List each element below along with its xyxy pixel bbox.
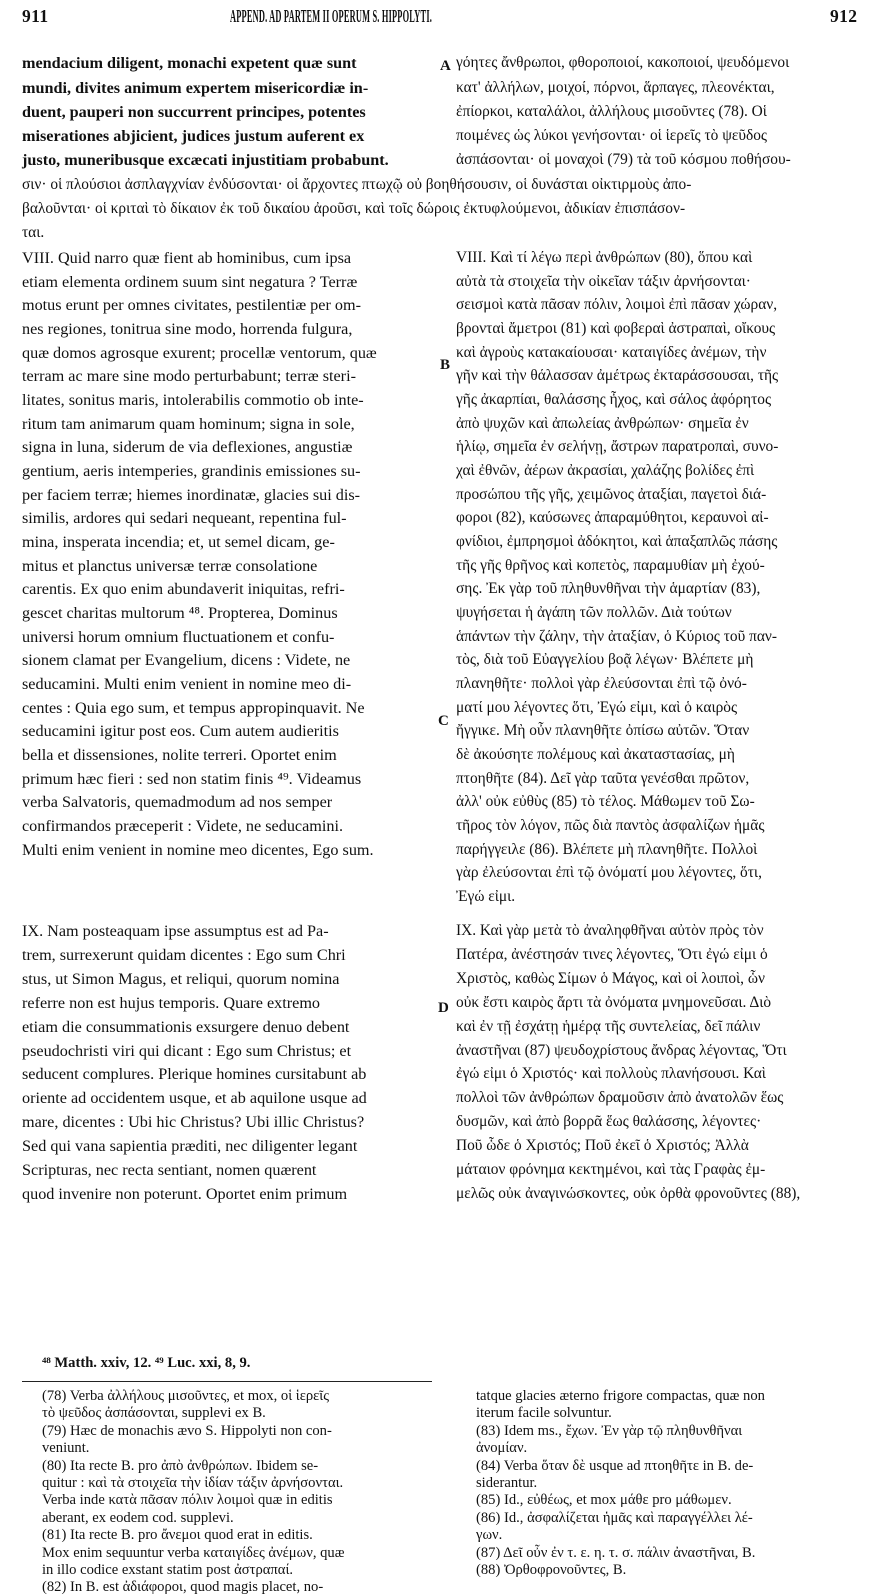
- text-line: mina, insperata incendia; et, ut semel dicam, ge-: [22, 532, 335, 551]
- text-line: ἀσπάσονται· οἱ μοναχοὶ (79) τὰ τοῦ κόσμου ποθήσου-: [456, 151, 791, 168]
- text-line: ἁπάντων τὴν ζάλην, τὴν ἀταξίαν, ὁ Κύριος τοῦ παν-: [456, 627, 778, 645]
- text-line: terram ac mare sine modo perturbabunt; terræ steri-: [22, 367, 356, 386]
- text-line: γῆν καὶ τὴν θάλασσαν ἀμέτρως ἐκταράσσουσαι, τῆς: [456, 367, 779, 385]
- text-line: Χριστὸς, καθὼς Σίμων ὁ Μάγος, καὶ οἱ λοιποὶ, ὧν: [456, 969, 765, 987]
- text-line: VIII. Καὶ τί λέγω περὶ ἀνθρώπων (80), ὅπου καὶ: [456, 249, 753, 266]
- text-line: tatque glacies æterno frigore compactas, quæ non: [476, 1388, 765, 1404]
- text-line: χαὶ ἐθνῶν, ἀέρων ἀκρασίαι, χαλάζης βολίδες ἐπὶ: [456, 461, 755, 479]
- text-line: (78) Verba ἀλλήλους μισοῦντες, et mox, οἱ ἱερεῖς: [42, 1388, 329, 1404]
- text-line: quæ domos agrosque exurent; procellæ ventorum, quæ: [22, 343, 377, 362]
- text-line: bella et dissensiones, nolite terreri. Oportet enim: [22, 745, 337, 764]
- text-line: μάταιον φρόνημα κεκτημένοι, καὶ τὰς Γραφὰς ἐμ-: [456, 1161, 766, 1178]
- text-line: centes : Quia ego sum, et tempus appropinquavit. Ne: [22, 698, 365, 717]
- text-line: πτοηθῆτε (84). Δεῖ γὰρ ταῦτα γενέσθαι πρῶτον,: [456, 769, 750, 787]
- text-line: primum hæc fieri : sed non statim finis ⁴⁹. Videamus: [22, 769, 362, 788]
- text-line: Ποῦ ὧδε ὁ Χριστός; Ποῦ ἐκεῖ ὁ Χριστός; Ἀλλὰ: [456, 1137, 749, 1155]
- text-line: (84) Verba ὅταν δὲ usque ad πτοηθῆτε in B. de-: [476, 1457, 754, 1474]
- text-line: παρήγγειλε (86). Βλέπετε μὴ πλανηθῆτε. Πολλοὶ: [456, 840, 758, 858]
- text-line: τὸ ψεῦδος ἀσπάσονται, supplevi ex B.: [42, 1405, 266, 1422]
- text-line: Πατέρα, ἀνέστησάν τινες λέγοντες, Ὅτι ἐγώ εἰμι ὁ: [456, 945, 768, 963]
- text-line: (88) Ὀρθοφρονοῦντες, B.: [476, 1562, 627, 1578]
- text-line: verba Salvatoris, quemadmodum ad nos semper: [22, 793, 333, 812]
- text-line: sionem clamat per Evangelium, dicens : Videte, ne: [22, 651, 351, 670]
- text-line: Sed qui vana sapientia præditi, nec diligenter legant: [22, 1137, 358, 1156]
- text-line: ψυγήσεται ἡ ἀγάπη τῶν πολλῶν. Διὰ τούτων: [456, 603, 732, 621]
- text-line: μελῶς οὐκ ἀναγινώσκοντες, οὐκ ὀρθὰ φρονοῦντες (88),: [456, 1184, 801, 1202]
- scripture-references: ⁴⁸ Matth. xxiv, 12. ⁴⁹ Luc. xxi, 8, 9.: [42, 1355, 251, 1371]
- text-line: ἐπίορκοι, καταλάλοι, ἀλλήλους μισοῦντες (78). Οἱ: [456, 103, 767, 120]
- text-line: iterum facile solvuntur.: [476, 1405, 612, 1422]
- text-line: universi horum omnium fluctuationem et confu-: [22, 627, 335, 646]
- text-line: ἐγώ εἰμι ὁ Χριστός· καὶ πολλοὺς πλανήσουσι. Καὶ: [456, 1065, 766, 1083]
- text-line: Mox enim sequuntur verba καταιγίδες ἀνέμων, quæ: [42, 1544, 345, 1561]
- text-line: οὐκ ἔστι καιρὸς ἄρτι τὰ ὀνόματα μνημονεῦσαι. Διὸ: [456, 993, 772, 1011]
- text-line: justo, muneribusque excæcati injustitiam probabunt.: [22, 151, 389, 169]
- text-line: δὲ ἀκούσητε πολέμους καὶ ἀκαταστασίας, μὴ: [456, 745, 735, 763]
- text-line: mitus et planctus universæ terræ consolatione: [22, 556, 318, 575]
- text-line: (83) Idem ms., ἔχων. Ἐν γὰρ τῷ πληθυνθῆναι: [476, 1422, 743, 1439]
- margin-letter-b: B: [440, 357, 451, 373]
- text-line: δυσμῶν, καὶ ἀπὸ βορρᾶ ἕως θαλάσσης, λέγοντες·: [456, 1113, 762, 1131]
- page-number-right: 912: [830, 6, 858, 26]
- text-line: (80) Ita recte B. pro ἀπὸ ἀνθρώπων. Ibidem se-: [42, 1457, 319, 1474]
- text-line: miserationes abjicient, judices justum auferent ex: [22, 127, 365, 145]
- text-line: Ἐγώ εἰμι.: [456, 887, 516, 905]
- text-line: σεισμοὶ κατὰ πᾶσαν πόλιν, λοιμοὶ ἐπὶ πᾶσαν χώραν,: [456, 296, 778, 314]
- text-line: in illo codice exstant statim post ἀστραπαί.: [42, 1562, 294, 1578]
- text-line: aberant, ex eodem cod. supplevi.: [42, 1509, 234, 1526]
- text-line: τῆρος τὸν λόγον, πῶς διὰ παντὸς ἀσφαλίζων ἡμᾶς: [456, 816, 765, 834]
- running-title: APPEND. AD PARTEM II OPERUM S. HIPPOLYTI.: [230, 6, 433, 26]
- text-line: signa in luna, siderum de via deflexiones, angustiæ: [22, 438, 353, 457]
- text-line: VIII. Quid narro quæ fient ab hominibus, cum ipsa: [22, 249, 352, 267]
- text-line: ἀνομίαν.: [476, 1440, 528, 1457]
- text-line: βαλοῦνται· οἱ κριταὶ τὸ δίκαιον ἐκ τοῦ δικαίου ἀροῦσι, καὶ τοῖς δώροις ἐκτυφλούμενοι, ἀδικίαν ἐπισπάσον-: [22, 200, 686, 217]
- text-line: gentium, aeris intemperies, grandinis emissiones su-: [22, 461, 361, 480]
- text-line: φνίδιοι, ἐμπρησμοὶ ἀδόκητοι, καὶ ἁπαξαπλῶς πάσης: [456, 532, 778, 550]
- text-line: Multi enim venient in nomine meo dicentes, Ego sum.: [22, 840, 374, 859]
- text-line: καὶ ἀγροὺς κατακαίουσαι· καταιγίδες ἀνέμων, τὴν: [456, 343, 767, 361]
- text-line: τὸς, διὰ τοῦ Εὐαγγελίου βοᾷ λέγων· Βλέπετε μὴ: [456, 651, 754, 669]
- text-line: quod invenire non poterunt. Oportet enim primum: [22, 1184, 348, 1203]
- text-line: IX. Nam posteaquam ipse assumptus est ad Pa-: [22, 922, 329, 940]
- text-line: ἀλλ' οὐκ εὐθὺς (85) τὸ τέλος. Μάθωμεν τοῦ Σω-: [456, 793, 755, 811]
- text-line: mundi, divites animum expertem misericordiæ in-: [22, 79, 369, 97]
- text-line: πλανηθῆτε· πολλοὶ γὰρ ἐλεύσονται ἐπὶ τῷ ὀνό-: [456, 674, 747, 692]
- text-line: ἀναστῆναι (87) ψευδοχρίστους ἄνδρας λέγοντας, Ὅτι: [456, 1041, 787, 1059]
- text-line: γόητες ἄνθρωποι, φθοροποιοί, κακοποιοί, ψευδόμενοι: [456, 54, 790, 71]
- text-line: litates, sonitus maris, intolerabilis commotio ob inte-: [22, 390, 364, 409]
- text-line: motus erunt per omnes civitates, pestilentiæ per om-: [22, 296, 361, 315]
- text-line: gescet charitas multorum ⁴⁸. Propterea, Dominus: [22, 603, 338, 622]
- text-line: ται.: [22, 224, 45, 241]
- text-line: (87) Δεῖ οὖν ἐν τ. ε. η. τ. σ. πάλιν ἀναστῆναι, B.: [476, 1544, 756, 1561]
- text-line: similis, ardores qui sedari nequeant, repentina ful-: [22, 509, 347, 528]
- text-line: σης. Ἐκ γὰρ τοῦ πληθυνθῆναι τὴν ἁμαρτίαν (83),: [456, 580, 761, 598]
- margin-letter-a: A: [440, 58, 451, 74]
- text-line: τῆς γῆς θρῆνος καὶ κοπετὸς, παραμυθίαν μὴ ἐχού-: [456, 556, 765, 574]
- text-line: veniunt.: [42, 1440, 90, 1457]
- text-line: ἤγγικε. Μὴ οὖν πλανηθῆτε ὀπίσω αὐτῶν. Ὅταν: [456, 722, 750, 740]
- margin-letter-d: D: [438, 1000, 449, 1016]
- text-line: carentis. Ex quo enim abundaverit iniquitas, refri-: [22, 580, 345, 599]
- text-line: trem, surrexerunt quidam dicentes : Ego sum Chri: [22, 945, 346, 964]
- text-line: (79) Hæc de monachis ævo S. Hippolyti non con-: [42, 1422, 332, 1439]
- text-line: duent, pauperi non succurrent principes, potentes: [22, 103, 366, 121]
- text-line: (82) In B. est ἀδιάφοροι, quod magis placet, no-: [42, 1579, 324, 1595]
- text-line: quitur : καὶ τὰ στοιχεῖα τὴν ἰδίαν τάξιν ἀρνήσονται.: [42, 1475, 344, 1491]
- text-line: referre non est hujus temporis. Quare extremo: [22, 993, 321, 1012]
- text-line: seducent complures. Plerique homines cursitabunt ab: [22, 1065, 367, 1084]
- text-line: Verba inde κατὰ πᾶσαν πόλιν λοιμοὶ quæ in editis: [42, 1492, 333, 1509]
- text-line: γῆς ἀκαρπίαι, θαλάσσης ἦχος, καὶ σάλος ἀφόρητος: [456, 390, 772, 408]
- text-line: κατ' ἀλλήλων, μοιχοί, πόρνοι, ἅρπαγες, πλεονέκται,: [456, 79, 775, 96]
- text-line: ματί μου λέγοντες ὅτι, Ἐγώ εἰμι, καὶ ὁ καιρὸς: [456, 698, 738, 716]
- text-line: ἡλίῳ, σημεῖα ἐν σελήνῃ, ἄστρων παρατροπαὶ, συνο-: [456, 438, 779, 456]
- text-line: siderantur.: [476, 1475, 538, 1491]
- text-line: γων.: [476, 1527, 503, 1544]
- text-line: oriente ad occidentem usque, et ab aquilone usque ad: [22, 1089, 367, 1108]
- text-line: mare, dicentes : Ubi hic Christus? Ubi illic Christus?: [22, 1113, 365, 1132]
- text-line: etiam elementa ordinem suum sint negatura ? Terræ: [22, 272, 358, 291]
- text-line: pseudochristi viri qui dicant : Ego sum Christus; et: [22, 1041, 352, 1060]
- text-line: ritum tam animarum quam hominum; signa in sole,: [22, 414, 355, 433]
- text-line: πολλοὶ τῶν ἀνθρώπων δραμοῦσιν ἀπὸ ἀνατολῶν ἕως: [456, 1089, 784, 1107]
- text-line: καὶ ἐν τῇ ἐσχάτῃ ἡμέρᾳ τῆς συντελείας, δεῖ πάλιν: [456, 1017, 761, 1035]
- text-line: (86) Id., ἀσφαλίζεται ἡμᾶς καὶ παραγγέλλει λέ-: [476, 1509, 753, 1526]
- text-line: ποιμένες ὡς λύκοι γενήσονται· οἱ ἱερεῖς τὸ ψεῦδος: [456, 127, 767, 144]
- text-line: nes regiones, tonitrua sine modo, horrenda fulgura,: [22, 319, 353, 338]
- text-line: mendacium diligent, monachi expetent quæ sunt: [22, 54, 357, 72]
- text-line: seducamini igitur post eos. Cum autem audieritis: [22, 722, 339, 741]
- text-line: stus, ut Simon Magus, et reliqui, quorum nomina: [22, 969, 340, 988]
- text-line: ἀπὸ ψυχῶν καὶ ἀπωλείας ἀνθρώπων· σημεῖα ἐν: [456, 414, 749, 432]
- text-line: βρονταὶ ἄμετροι (81) καὶ φοβεραὶ ἀστραπαὶ, οἴκους: [456, 319, 776, 337]
- text-line: προσώπου τῆς γῆς, χειμῶνος ἀταξίαι, παγετοὶ διά-: [456, 485, 767, 503]
- footnote-divider: [22, 1381, 432, 1382]
- page-number-left: 911: [22, 6, 49, 26]
- text-line: IX. Καὶ γὰρ μετὰ τὸ ἀναληφθῆναι αὐτὸν πρὸς τὸν: [456, 922, 764, 939]
- text-line: (85) Id., εὐθέως, et mox μάθε pro μάθωμεν.: [476, 1492, 732, 1509]
- text-line: confirmandos præceperit : Videte, ne seducamini.: [22, 816, 344, 835]
- text-line: etiam die consummationis exsurgere denuo debent: [22, 1017, 350, 1036]
- text-line: σιν· οἱ πλούσιοι ἀσπλαγχνίαν ἐνδύσονται· οἱ ἄρχοντες πτωχῷ οὐ βοηθήσουσιν, οἱ δυνάσται οἰκτιρμοὺς ἀπο-: [22, 176, 692, 193]
- text-line: φοροι (82), καύσωνες ἀπαραμύθητοι, κεραυνοὶ αἰ-: [456, 509, 769, 527]
- text-line: Scripturas, nec recta sentiant, nomen quærent: [22, 1161, 317, 1179]
- text-line: αὐτὰ τὰ στοιχεῖα τὴν οἰκεῖαν τάξιν ἀρνήσονται·: [456, 272, 751, 290]
- text-line: per faciem terræ; hiemes inordinatæ, glacies sui dis-: [22, 485, 361, 504]
- text-line: seducamini. Multi enim venient in nomine meo di-: [22, 674, 352, 693]
- text-line: γὰρ ἐλεύσονται ἐπὶ τῷ ὀνόματί μου λέγοντες, ὅτι,: [456, 864, 762, 882]
- text-line: (81) Ita recte B. pro ἄνεμοι quod erat in editis.: [42, 1527, 313, 1544]
- margin-letter-c: C: [438, 713, 449, 729]
